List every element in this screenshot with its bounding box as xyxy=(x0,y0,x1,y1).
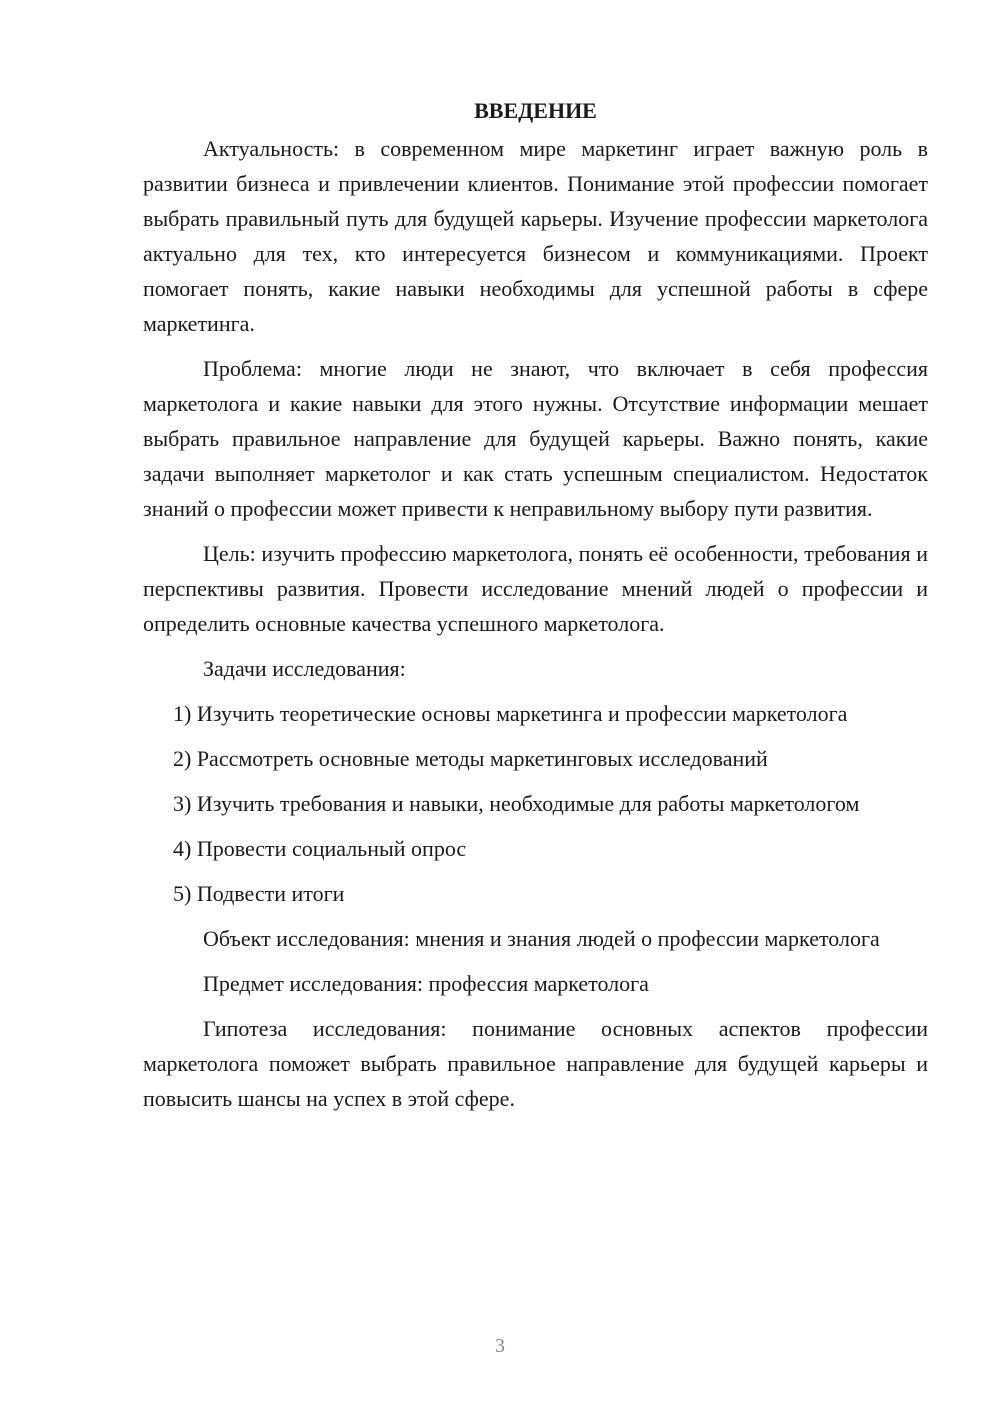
problem-paragraph: Проблема: многие люди не знают, что включает в себя профессия маркетолога и какие навыки для этого нужны. Отсутствие информации мешает выбрать правильное направление для будущей карьеры. Важно понять, какие задачи выполняет маркетолог и как стать успешным специалистом. Недостаток знаний о профессии может привести к неправильному выбору пути развития. xyxy=(143,356,928,521)
subject-paragraph: Предмет исследования: профессия маркетолога xyxy=(203,971,649,996)
task-item-3: 3) Изучить требования и навыки, необходимые для работы маркетологом xyxy=(173,791,860,816)
goal-paragraph: Цель: изучить профессию маркетолога, понять её особенности, требования и перспективы развития. Провести исследование мнений людей о профессии и определить основные качества успешного маркетолога. xyxy=(143,541,928,636)
section-title: ВВЕДЕНИЕ xyxy=(474,98,597,123)
document-page xyxy=(143,93,928,1116)
task-item-5: 5) Подвести итоги xyxy=(173,881,345,906)
task-item-4: 4) Провести социальный опрос xyxy=(173,836,467,861)
object-paragraph: Объект исследования: мнения и знания людей о профессии маркетолога xyxy=(203,926,880,951)
relevance-paragraph: Актуальность: в современном мире маркетинг играет важную роль в развитии бизнеса и привлечении клиентов. Понимание этой профессии помогает выбрать правильный путь для будущей карьеры. Изучение профессии маркетолога актуально для тех, кто интересуется бизнесом и коммуникациями. Проект помогает понять, какие навыки необходимы для успешной работы в сфере маркетинга. xyxy=(143,136,928,336)
task-item-1: 1) Изучить теоретические основы маркетинга и профессии маркетолога xyxy=(173,701,848,726)
page-number: 3 xyxy=(495,1335,505,1357)
hypothesis-paragraph: Гипотеза исследования: понимание основных аспектов профессии маркетолога поможет выбрать правильное направление для будущей карьеры и повысить шансы на успех в этой сфере. xyxy=(143,1016,928,1111)
tasks-heading: Задачи исследования: xyxy=(203,656,406,681)
task-item-2: 2) Рассмотреть основные методы маркетинговых исследований xyxy=(173,746,768,771)
